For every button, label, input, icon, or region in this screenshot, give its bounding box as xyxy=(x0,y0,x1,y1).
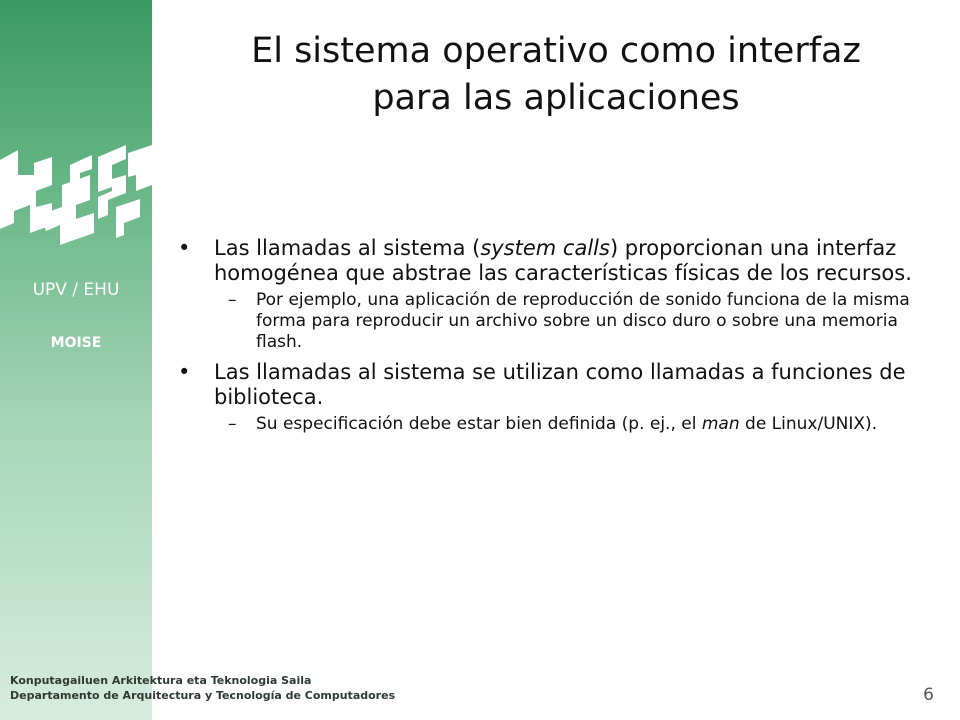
bullet-text: Las llamadas al sistema se utilizan como llamadas a funciones de biblioteca. xyxy=(214,360,906,409)
sidebar xyxy=(0,0,152,720)
bullet-text: Las llamadas al sistema ( xyxy=(214,236,481,260)
footer-line-2: Departamento de Arquitectura y Tecnología de Computadores xyxy=(10,689,396,702)
footer xyxy=(10,673,395,703)
bullet-text: ) proporcionan una interfaz homogénea que abstrae las características físicas de los recursos. xyxy=(214,236,912,285)
sub-bullet-specification xyxy=(176,414,936,435)
bullet-library-functions xyxy=(176,360,936,410)
footer-line-1: Konputagailuen Arkitektura eta Teknologia Saila xyxy=(10,674,312,687)
bullet-emphasis: system calls xyxy=(480,236,610,260)
unit-label: MOISE xyxy=(50,335,102,351)
sub-bullet-text: Por ejemplo, una aplicación de reproducción de sonido funciona de la misma forma para reproducir un archivo sobre un disco duro o sobre una memoria flash. xyxy=(256,290,910,352)
sub-bullet-text: Su especificación debe estar bien definida (p. ej., el xyxy=(256,414,702,434)
slide-content xyxy=(176,236,936,442)
page-title xyxy=(152,28,960,122)
page-number: 6 xyxy=(923,685,934,705)
title-line-1: El sistema operativo como interfaz xyxy=(251,31,861,71)
sub-bullet-text: de Linux/UNIX). xyxy=(739,414,878,434)
sub-bullet-example xyxy=(176,290,936,353)
university-label: UPV / EHU xyxy=(32,280,120,300)
title-line-2: para las aplicaciones xyxy=(372,78,740,118)
sub-bullet-emphasis: man xyxy=(701,414,740,434)
upv-ehu-logo-icon xyxy=(0,145,152,270)
bullet-system-calls xyxy=(176,236,936,286)
